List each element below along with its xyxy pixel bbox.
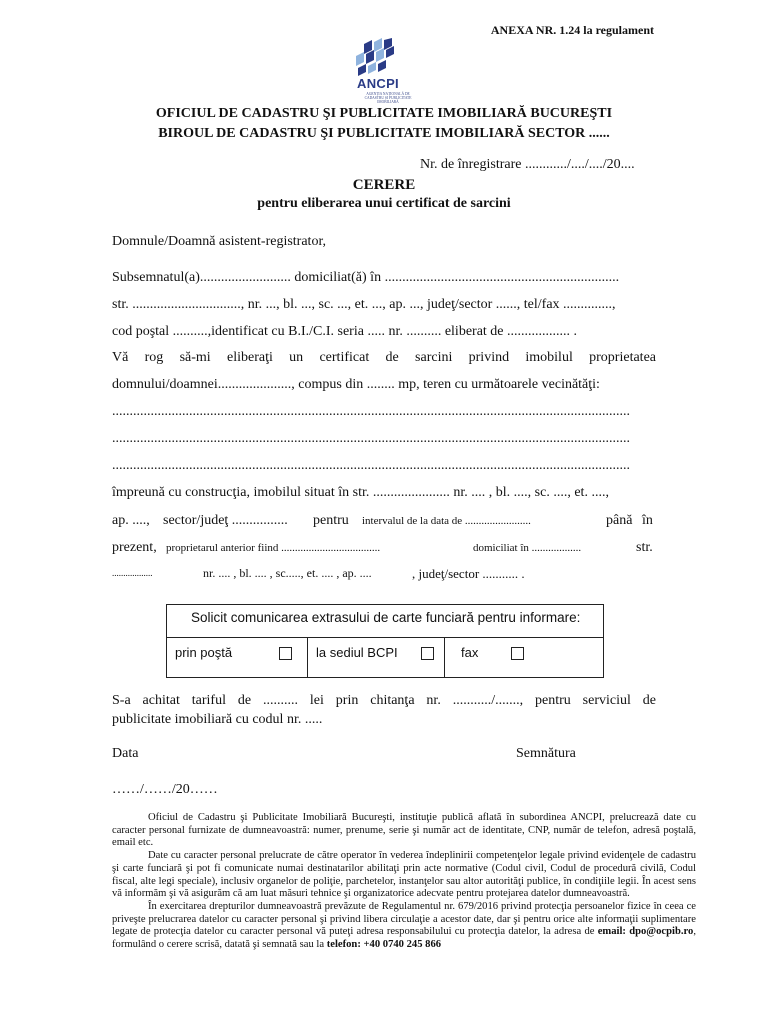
logo-mark-icon	[350, 38, 422, 78]
form-line-id: cod poştal ..........,identificat cu B.I./C.I. seria ..... nr. .......... eliberat de .................. .	[112, 324, 578, 339]
annex-label: ANEXA NR. 1.24 la regulament	[490, 23, 654, 37]
form-line-owner: domnului/doamnei....................., compus din ........ mp, teren cu următoarele vecinătăţi:	[112, 377, 600, 392]
option-fax-label: fax	[461, 645, 479, 660]
form-subtitle: pentru eliberarea unui certificat de sarcini	[257, 196, 511, 211]
phone-label: telefon:	[326, 939, 361, 951]
privacy-p3-text: În exercitarea drepturilor dumneavoastră prevăzute de Regulamentul nr. 679/2016 privind protecţia persoanelor fizice în ceea ce priveşte prelucrarea datelor cu caracter personal şi privind libera circulaţie a acestor date, dar şi pentru orice alte informaţii suplimentare legate de protecţia datelor cu caracter personal vă puteţi adresa responsabilului cu protecţia datelor, la adresa de	[112, 900, 696, 938]
ancpi-logo	[350, 38, 422, 108]
form-line-request: Vă rog să-mi eliberaţi un certificat de sarcini privind imobilul proprietatea	[112, 350, 656, 365]
option-post-checkbox[interactable]	[279, 647, 292, 660]
form-line-prezent-d: str.	[636, 540, 653, 555]
privacy-notice	[112, 812, 696, 952]
privacy-paragraph-1: Oficiul de Cadastru şi Publicitate Imobiliară Bucureşti, instituţie publică aflată în subordinea ANCPI, prelucrează date cu caracter personal furnizate de dumneavoastră: numer, prenume, serie şi număr act de identitate, CNP, număr de telefon, adresă poştală, email etc.	[112, 812, 696, 849]
delivery-options-table	[166, 604, 604, 678]
form-line-address: str. ..............................., nr. ..., bl. ..., sc. ..., et. ..., ap. ..., judeţ/sector ......, tel/fax ..............,	[112, 297, 616, 312]
form-line-blank-1: ....................................................................................................................................................	[112, 404, 630, 419]
form-line-prezent-c: domiciliat în ..................	[473, 542, 582, 554]
form-line-location: împreună cu construcţia, imobilul situat în str. ...................... nr. .... , bl. ...., sc. ...., et. ....,	[112, 485, 609, 500]
form-line-applicant: Subsemnatul(a).......................... domiciliat(ă) în ...................................................................	[112, 270, 620, 285]
date-label: Data	[112, 746, 139, 761]
privacy-paragraph-3	[112, 901, 696, 952]
salutation: Domnule/Doamnă asistent-registrator,	[112, 234, 327, 249]
signature-label: Semnătura	[516, 746, 576, 761]
privacy-mid-text: , formulând o cerere scrisă, datată şi semnată sau la	[112, 926, 696, 951]
office-title: OFICIUL DE CADASTRU ŞI PUBLICITATE IMOBILIARĂ BUCUREŞTI	[155, 106, 613, 121]
delivery-heading-row	[167, 605, 603, 638]
form-line-blank-2: ....................................................................................................................................................	[112, 431, 630, 446]
form-line-nr-a: ..................	[112, 568, 153, 578]
option-post	[167, 638, 307, 677]
option-post-label: prin poştă	[175, 645, 233, 660]
form-line-nr-c: , judeţ/sector ........... .	[412, 566, 525, 581]
option-fax	[445, 638, 603, 677]
form-line-blank-3: ....................................................................................................................................................	[112, 458, 630, 473]
payment-line-1: S-a achitat tariful de .......... lei prin chitanţa nr. .........../......., pentru serviciul de	[112, 693, 656, 708]
form-line-nr-b: nr. .... , bl. .... , sc....., et. .... , ap. ....	[203, 566, 372, 580]
form-line-prezent-b: proprietarul anterior fiind ....................................	[166, 542, 381, 554]
dpo-email[interactable]: dpo@ocpib.ro	[629, 926, 694, 938]
option-bcpi-label: la sediul BCPI	[316, 645, 398, 660]
dpo-phone[interactable]: +40 0740 245 866	[363, 939, 442, 951]
form-line-ap-b: sector/judeţ ................	[163, 513, 288, 528]
delivery-heading: Solicit comunicarea extrasului de carte funciară pentru informare:	[191, 610, 581, 625]
form-title: CERERE	[352, 177, 416, 193]
form-line-ap-f: în	[642, 513, 653, 528]
option-bcpi	[308, 638, 444, 677]
payment-line-2: publicitate imobiliară cu codul nr. .....	[112, 712, 323, 727]
option-bcpi-checkbox[interactable]	[421, 647, 434, 660]
email-label: email:	[597, 926, 626, 938]
form-line-ap-e: până	[606, 513, 633, 528]
date-value: ……/……/20……	[112, 782, 218, 797]
logo-subtitle: AGENȚIA NAȚIONALĂ DE CADASTRU ȘI PUBLICITATE IMOBILIARĂ	[364, 92, 412, 104]
form-line-ap-c: pentru	[313, 513, 349, 528]
registration-number: Nr. de înregistrare ............/..../..../20....	[420, 157, 635, 172]
option-fax-checkbox[interactable]	[511, 647, 524, 660]
form-line-prezent-a: prezent,	[112, 540, 157, 555]
bureau-title: BIROUL DE CADASTRU ŞI PUBLICITATE IMOBILIARĂ SECTOR ......	[158, 126, 610, 141]
privacy-paragraph-2: Date cu caracter personal prelucrate de către operator în vederea îndeplinirii competenţelor legale privind evidenţele de cadastru şi carte funciară şi pot fi comunicate numai destinatarilor abilitaţi prin acte normative (Codul civil, Codul de procedură civilă, Codul fiscal, alte legi speciale), inclusiv organelor de poliţie, parchetelor, instanţelor sau altor autorităţi publice, în condiţiile legii. În acest sens vă informăm şi vă asigurăm că am luat măsuri tehnice şi organizatorice adecvate pentru protejarea datelor dumneavoastră.	[112, 850, 696, 900]
form-line-ap-d: intervalul de la data de ........................	[362, 515, 531, 527]
form-line-ap-a: ap. ....,	[112, 513, 150, 528]
logo-name: ANCPI	[357, 76, 399, 91]
